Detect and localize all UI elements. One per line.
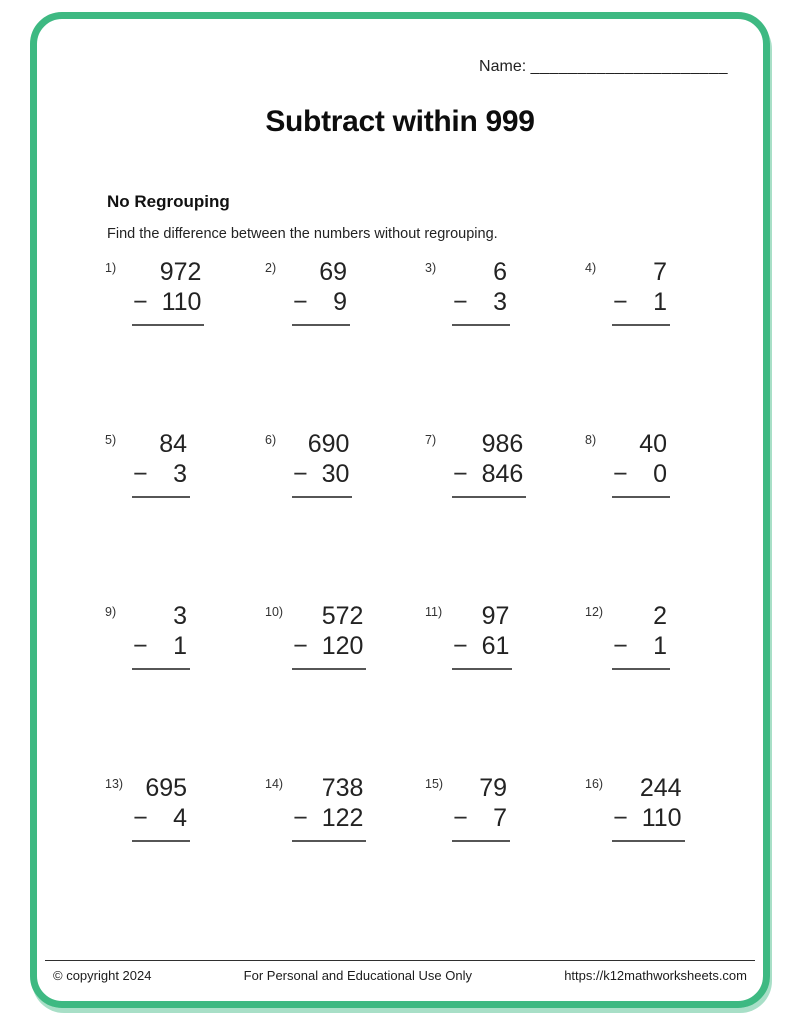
minus-sign: − (453, 803, 468, 832)
problem-number: 15) (425, 777, 444, 791)
subtrahend-row (612, 459, 670, 498)
problem-number: 2) (265, 261, 277, 275)
name-blank-line: _____________________ (530, 58, 728, 75)
subtrahend-row (452, 287, 510, 326)
minuend: 572 (321, 602, 364, 630)
problem-number: 1) (105, 261, 117, 275)
subtrahend-row (612, 631, 670, 670)
minus-sign: − (133, 459, 148, 488)
problem-body (612, 430, 670, 498)
minus-sign: − (613, 459, 628, 488)
minuend: 3 (173, 602, 187, 630)
problem-number: 14) (265, 777, 284, 791)
subtrahend-row (292, 287, 350, 326)
subtraction-problem (585, 430, 745, 602)
subtrahend: 0 (653, 459, 667, 488)
subtrahend: 61 (481, 631, 510, 660)
problem-body (132, 430, 190, 498)
subtrahend: 110 (161, 287, 202, 316)
problem-number: 4) (585, 261, 597, 275)
subtrahend: 1 (653, 631, 668, 660)
minus-sign: − (293, 459, 308, 488)
page-title: Subtract within 999 (265, 105, 535, 138)
subtraction-problem (265, 774, 425, 946)
minus-sign: − (133, 631, 148, 660)
subtraction-problem (585, 258, 745, 430)
minus-sign: − (133, 287, 148, 316)
problem-number: 3) (425, 261, 437, 275)
subtrahend: 3 (493, 287, 507, 316)
subtraction-problem (105, 602, 265, 774)
subtraction-problem (265, 430, 425, 602)
instructions-text: Find the difference between the numbers without regrouping. (107, 226, 498, 242)
subtraction-problem (425, 602, 585, 774)
minuend: 40 (639, 430, 667, 458)
problem-body (612, 602, 670, 670)
problem-body (132, 602, 190, 670)
minuend: 690 (307, 430, 350, 458)
section-heading: No Regrouping (107, 192, 230, 211)
minus-sign: − (133, 803, 148, 832)
minuend: 738 (321, 774, 364, 802)
minus-sign: − (613, 287, 628, 316)
problem-number: 11) (425, 605, 443, 619)
problem-body (292, 258, 350, 326)
subtrahend: 9 (333, 287, 347, 316)
minus-sign: − (613, 631, 628, 660)
name-row (479, 58, 728, 76)
copyright-text: © copyright 2024 (53, 968, 152, 983)
minuend: 84 (159, 430, 187, 458)
problem-number: 13) (105, 777, 124, 791)
minus-sign: − (293, 287, 308, 316)
minuend: 695 (145, 774, 188, 802)
problem-body (292, 430, 352, 498)
subtraction-problem (585, 602, 745, 774)
problem-body (132, 258, 204, 326)
subtraction-problem (105, 430, 265, 602)
problem-number: 8) (585, 433, 597, 447)
subtrahend-row (132, 631, 190, 670)
problem-number: 10) (265, 605, 284, 619)
minuend: 79 (479, 774, 508, 802)
subtrahend-row (292, 631, 366, 670)
minuend: 69 (319, 258, 347, 286)
minuend: 244 (639, 774, 682, 802)
minuend: 7 (653, 258, 667, 286)
problem-number: 16) (585, 777, 604, 791)
subtraction-problem (425, 258, 585, 430)
subtrahend-row (452, 631, 512, 670)
footer (45, 968, 755, 983)
problem-number: 7) (425, 433, 437, 447)
problem-body (452, 774, 510, 842)
subtrahend-row (452, 459, 526, 498)
problem-body (612, 774, 684, 842)
subtraction-problem (425, 430, 585, 602)
subtraction-problem (265, 258, 425, 430)
problem-number: 12) (585, 605, 604, 619)
subtrahend: 4 (173, 803, 188, 832)
minus-sign: − (453, 287, 468, 316)
minuend: 2 (653, 602, 668, 630)
problem-number: 5) (105, 433, 117, 447)
subtrahend-row (292, 803, 366, 842)
subtrahend-row (612, 287, 670, 326)
usage-text: For Personal and Educational Use Only (243, 968, 473, 983)
subtrahend-row (132, 459, 190, 498)
problem-number: 6) (265, 433, 277, 447)
subtrahend: 1 (653, 287, 667, 316)
subtrahend: 846 (481, 459, 524, 488)
minus-sign: − (293, 803, 308, 832)
name-label: Name: (479, 58, 527, 75)
subtraction-problem (105, 258, 265, 430)
website-link[interactable]: https://k12mathworksheets.com (564, 968, 747, 983)
footer-divider (45, 960, 755, 961)
minus-sign: − (293, 631, 308, 660)
minus-sign: − (453, 631, 468, 660)
minuend: 972 (159, 258, 202, 286)
subtrahend: 122 (321, 803, 364, 832)
minus-sign: − (613, 803, 628, 832)
subtrahend: 3 (173, 459, 187, 488)
problem-number: 9) (105, 605, 117, 619)
subtrahend-row (132, 287, 204, 326)
subtrahend: 120 (321, 631, 364, 660)
subtraction-problem (105, 774, 265, 946)
subtrahend: 7 (493, 803, 508, 832)
subtraction-problem (585, 774, 745, 946)
subtrahend: 110 (641, 803, 682, 832)
problem-body (612, 258, 670, 326)
problem-body (292, 774, 366, 842)
subtrahend-row (612, 803, 684, 842)
subtrahend-row (452, 803, 510, 842)
problem-body (452, 258, 510, 326)
problem-body (292, 602, 366, 670)
subtrahend: 30 (321, 459, 350, 488)
problem-body (452, 430, 526, 498)
problem-body (132, 774, 190, 842)
problem-body (452, 602, 512, 670)
minuend: 97 (481, 602, 510, 630)
subtrahend-row (132, 803, 190, 842)
minuend: 986 (481, 430, 524, 458)
subtrahend-row (292, 459, 352, 498)
subtraction-problem (265, 602, 425, 774)
minus-sign: − (453, 459, 468, 488)
minuend: 6 (493, 258, 507, 286)
subtrahend: 1 (173, 631, 187, 660)
problems-grid (105, 258, 745, 946)
subtraction-problem (425, 774, 585, 946)
